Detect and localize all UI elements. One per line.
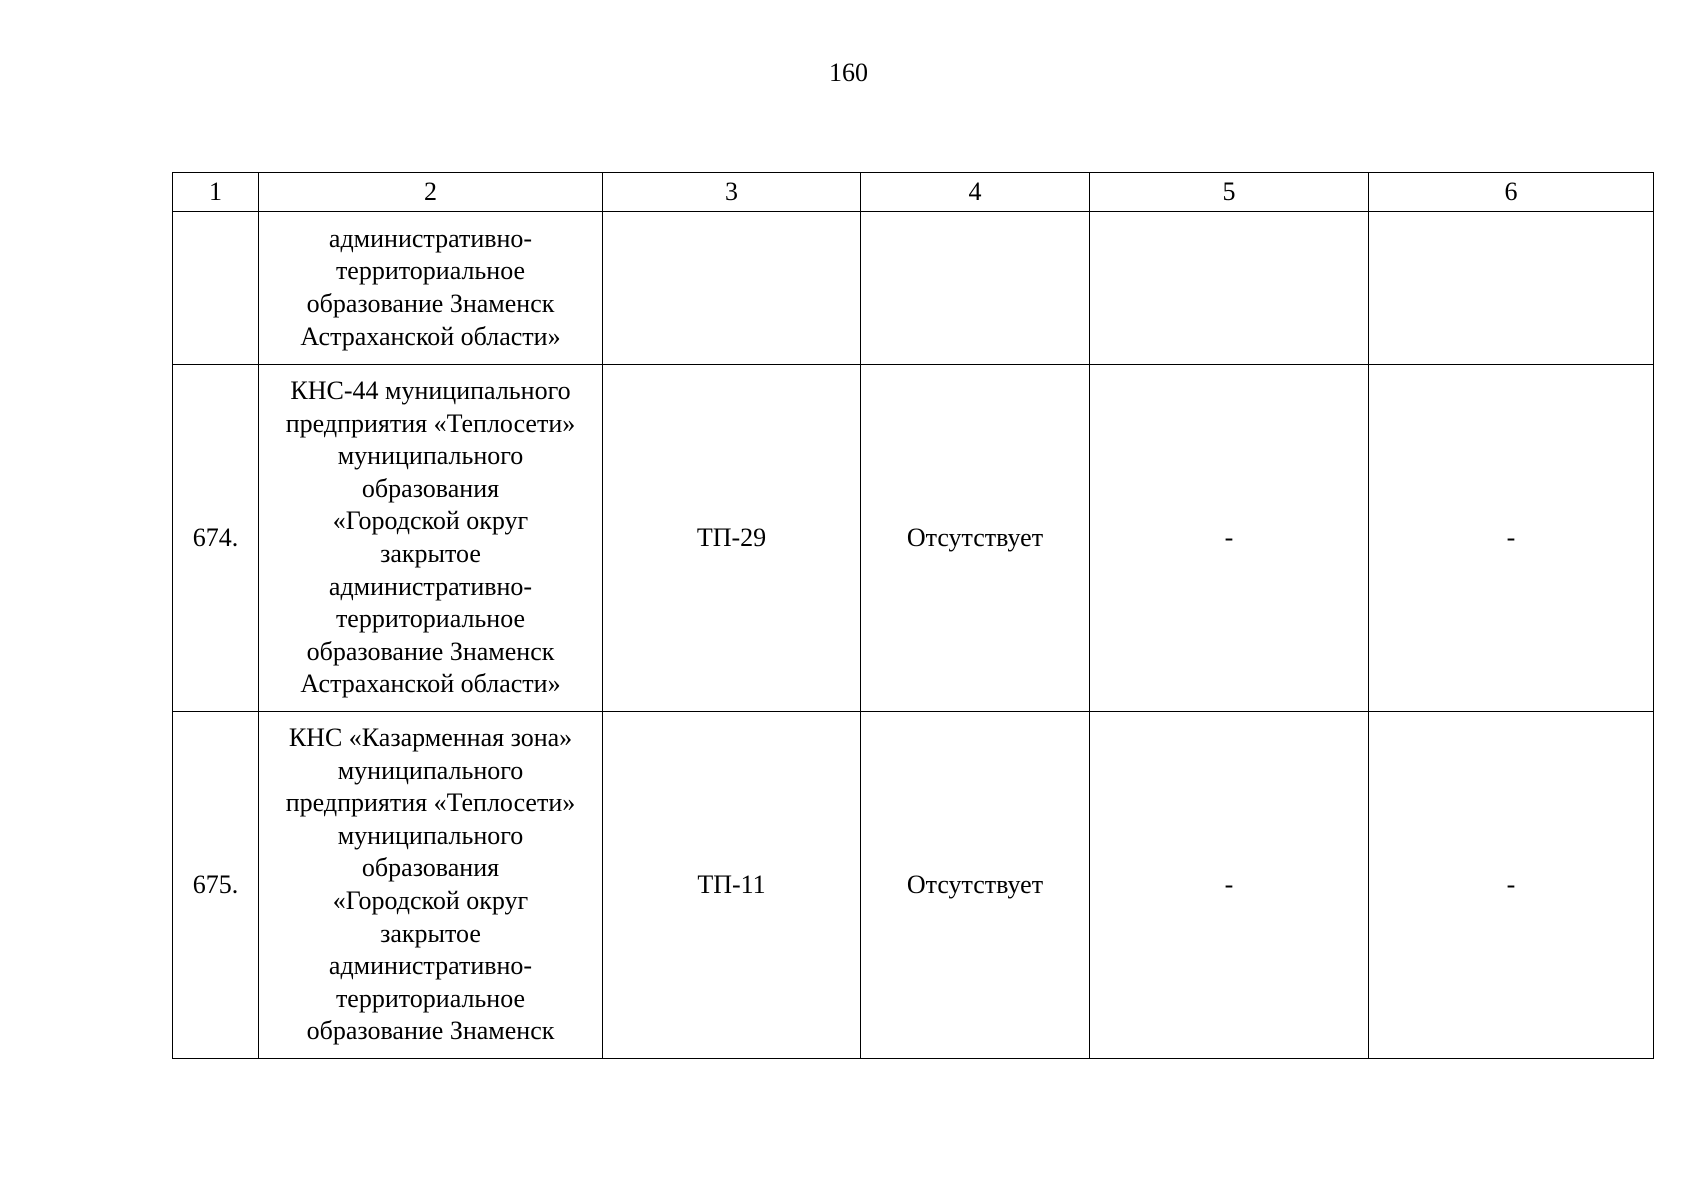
substation-cell: ТП-11 <box>603 712 861 1059</box>
header-cell-5: 5 <box>1090 173 1369 212</box>
objects-table <box>172 172 1654 1059</box>
col6-cell: - <box>1369 365 1654 712</box>
col6-cell: - <box>1369 712 1654 1059</box>
substation-cell: ТП-29 <box>603 365 861 712</box>
object-name-cell: КНС-44 муниципального предприятия «Теплосети» муниципального образования «Городской округ закрытое административно- территориальное образование Знаменск Астраханской области» <box>259 365 603 712</box>
table-row <box>173 712 1654 1059</box>
page-number: 160 <box>829 58 868 87</box>
row-number-cell <box>173 212 259 365</box>
status-cell: Отсутствует <box>861 712 1090 1059</box>
col5-cell <box>1090 212 1369 365</box>
header-cell-3: 3 <box>603 173 861 212</box>
header-cell-4: 4 <box>861 173 1090 212</box>
col6-cell <box>1369 212 1654 365</box>
status-cell: Отсутствует <box>861 365 1090 712</box>
substation-cell <box>603 212 861 365</box>
col5-cell: - <box>1090 365 1369 712</box>
object-name-cell: КНС «Казарменная зона» муниципального предприятия «Теплосети» муниципального образования «Городской округ закрытое административно- территориальное образование Знаменск <box>259 712 603 1059</box>
header-cell-2: 2 <box>259 173 603 212</box>
table-header-row <box>173 173 1654 212</box>
row-number-cell: 675. <box>173 712 259 1059</box>
status-cell <box>861 212 1090 365</box>
object-name-cell: административно- территориальное образование Знаменск Астраханской области» <box>259 212 603 365</box>
table-row <box>173 212 1654 365</box>
col5-cell: - <box>1090 712 1369 1059</box>
row-number-cell: 674. <box>173 365 259 712</box>
header-cell-1: 1 <box>173 173 259 212</box>
table-row <box>173 365 1654 712</box>
header-cell-6: 6 <box>1369 173 1654 212</box>
